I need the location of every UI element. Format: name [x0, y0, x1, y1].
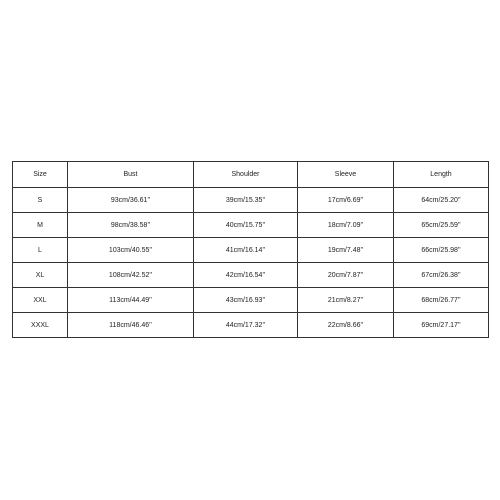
- cell-shoulder: 39cm/15.35'': [194, 188, 298, 213]
- table-row: [13, 238, 489, 263]
- cell-shoulder: 43cm/16.93'': [194, 288, 298, 313]
- cell-sleeve: 17cm/6.69'': [298, 188, 394, 213]
- cell-bust: 103cm/40.55'': [68, 238, 194, 263]
- table-row: [13, 313, 489, 338]
- cell-sleeve: 19cm/7.48'': [298, 238, 394, 263]
- cell-sleeve: 21cm/8.27'': [298, 288, 394, 313]
- cell-sleeve: 20cm/7.87'': [298, 263, 394, 288]
- cell-sleeve: 18cm/7.09'': [298, 213, 394, 238]
- cell-bust: 113cm/44.49'': [68, 288, 194, 313]
- cell-size: S: [13, 188, 68, 213]
- cell-length: 64cm/25.20'': [394, 188, 489, 213]
- cell-size: L: [13, 238, 68, 263]
- cell-size: XXL: [13, 288, 68, 313]
- header-sleeve: Sleeve: [298, 162, 394, 188]
- table-row: [13, 213, 489, 238]
- cell-size: XXXL: [13, 313, 68, 338]
- table-row: [13, 263, 489, 288]
- header-size: Size: [13, 162, 68, 188]
- cell-length: 65cm/25.59'': [394, 213, 489, 238]
- cell-shoulder: 41cm/16.14'': [194, 238, 298, 263]
- cell-size: XL: [13, 263, 68, 288]
- cell-bust: 98cm/38.58'': [68, 213, 194, 238]
- cell-shoulder: 40cm/15.75'': [194, 213, 298, 238]
- cell-bust: 108cm/42.52'': [68, 263, 194, 288]
- cell-shoulder: 42cm/16.54'': [194, 263, 298, 288]
- cell-bust: 93cm/36.61'': [68, 188, 194, 213]
- header-length: Length: [394, 162, 489, 188]
- table-row: [13, 188, 489, 213]
- header-shoulder: Shoulder: [194, 162, 298, 188]
- header-bust: Bust: [68, 162, 194, 188]
- table-row: [13, 288, 489, 313]
- header-row: [13, 162, 489, 188]
- cell-length: 66cm/25.98'': [394, 238, 489, 263]
- cell-length: 69cm/27.17'': [394, 313, 489, 338]
- cell-sleeve: 22cm/8.66'': [298, 313, 394, 338]
- size-chart-header: [13, 162, 489, 188]
- cell-bust: 118cm/46.46'': [68, 313, 194, 338]
- size-chart-body: [13, 188, 489, 338]
- size-chart-table: [12, 161, 489, 338]
- cell-length: 68cm/26.77'': [394, 288, 489, 313]
- cell-shoulder: 44cm/17.32'': [194, 313, 298, 338]
- cell-length: 67cm/26.38'': [394, 263, 489, 288]
- cell-size: M: [13, 213, 68, 238]
